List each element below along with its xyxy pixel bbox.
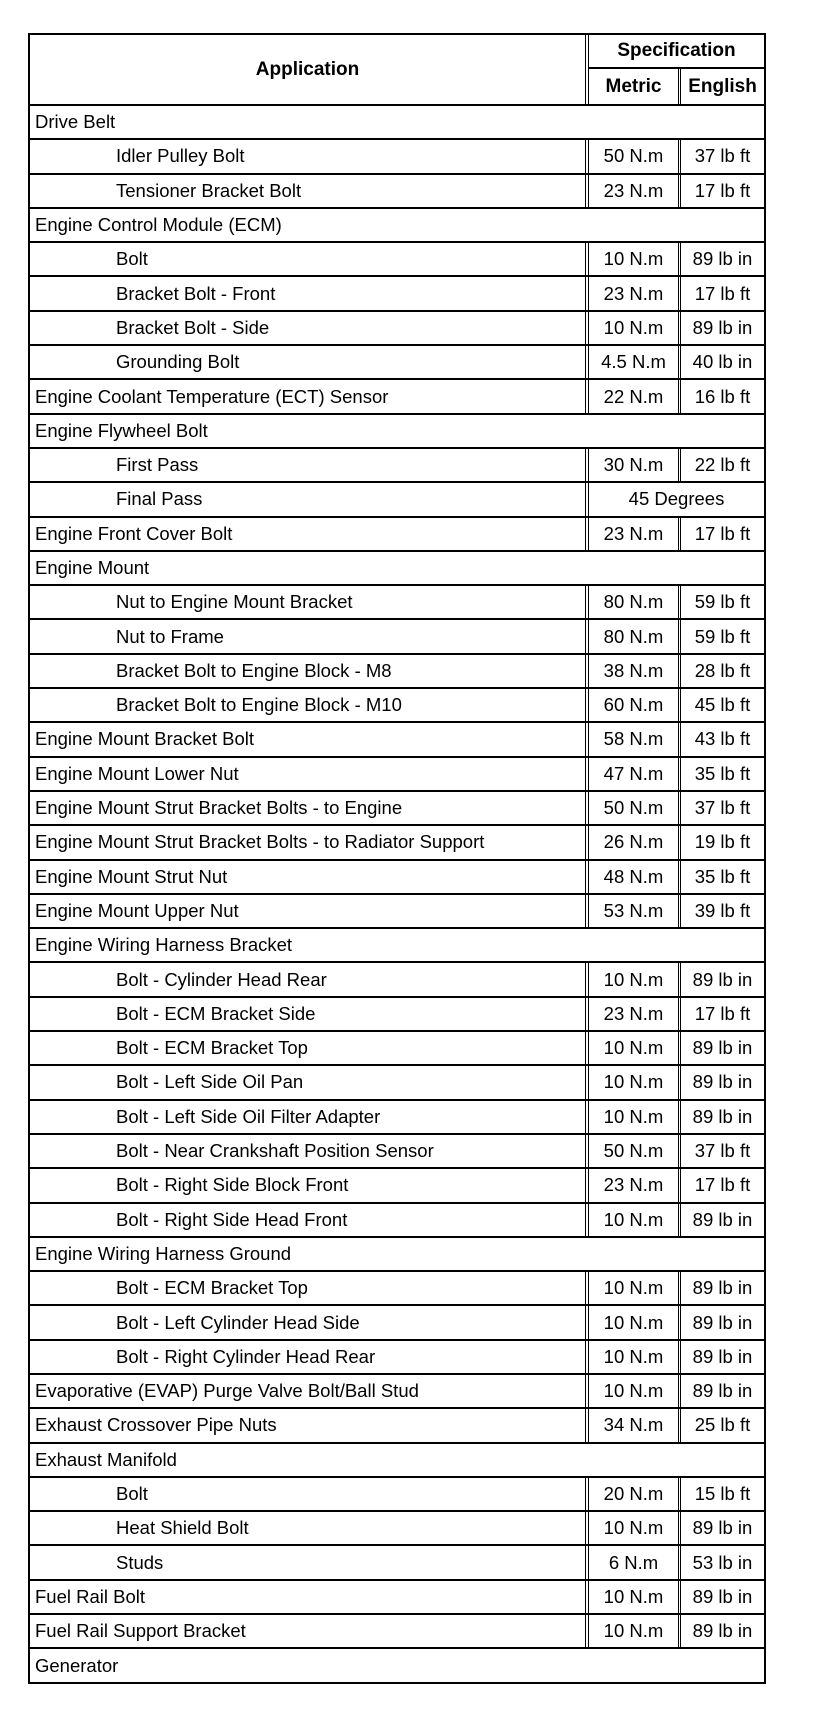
application-cell: Bracket Bolt to Engine Block - M8 [30,655,589,687]
english-cell: 45 lb ft [694,694,751,716]
application-cell: Nut to Engine Mount Bracket [30,586,589,618]
metric-cell: 38 N.m [589,655,681,687]
application-cell: Bolt [30,1478,589,1510]
group-heading: Engine Wiring Harness Bracket [35,934,293,956]
group-heading: Engine Flywheel Bolt [35,419,208,441]
metric-cell: 10 N.m [589,1101,681,1133]
table-row [30,447,764,481]
metric-cell: 58 N.m [589,723,681,755]
application-cell: First Pass [30,449,589,481]
english-cell: 43 lb ft [694,728,751,750]
application-cell: Heat Shield Bolt [30,1512,589,1544]
table-row [30,824,764,858]
table-row [30,1167,764,1201]
header-english: English [688,75,757,97]
group-heading: Generator [35,1654,119,1676]
metric-cell: 53 N.m [589,895,681,927]
english-cell: 89 lb in [692,1585,753,1607]
metric-cell: 10 N.m [589,1512,681,1544]
application-cell: Exhaust Crossover Pipe Nuts [30,1409,589,1441]
application-cell: Bolt - ECM Bracket Top [30,1272,589,1304]
metric-cell: 47 N.m [589,758,681,790]
table-row [30,996,764,1030]
table-row [30,1236,764,1270]
english-cell: 89 lb in [692,968,753,990]
application-cell: Bracket Bolt - Side [30,312,589,344]
application-cell: Engine Mount Upper Nut [30,895,589,927]
table-row [30,241,764,275]
group-heading: Engine Wiring Harness Ground [35,1242,292,1264]
header-specification-group [589,35,764,104]
table-row [30,378,764,412]
metric-cell: 30 N.m [589,449,681,481]
application-cell: Bolt [30,243,589,275]
metric-cell: 10 N.m [589,1375,681,1407]
application-cell: Engine Mount Strut Nut [30,861,589,893]
english-cell: 37 lb ft [694,797,751,819]
metric-cell: 4.5 N.m [589,346,681,378]
english-cell: 28 lb ft [694,659,751,681]
english-cell: 22 lb ft [694,454,751,476]
application-cell: Evaporative (EVAP) Purge Valve Bolt/Ball Stud [30,1375,589,1407]
table-row [30,1270,764,1304]
english-cell: 37 lb ft [694,1140,751,1162]
english-cell: 19 lb ft [694,831,751,853]
english-cell: 53 lb in [692,1551,753,1573]
application-cell: Tensioner Bracket Bolt [30,175,589,207]
metric-cell: 10 N.m [589,1341,681,1373]
english-cell: 89 lb in [692,1345,753,1367]
table-row [30,1647,764,1681]
spec-span-cell: 45 Degrees [628,488,725,510]
english-cell: 15 lb ft [694,1483,751,1505]
metric-cell: 10 N.m [589,1032,681,1064]
table-row [30,207,764,241]
application-cell: Engine Mount Strut Bracket Bolts - to Engine [30,792,589,824]
english-cell: 89 lb in [692,1380,753,1402]
metric-cell: 10 N.m [589,312,681,344]
english-cell: 17 lb ft [694,179,751,201]
table-row [30,275,764,309]
table-row [30,310,764,344]
table-row [30,1339,764,1373]
table-row [30,104,764,138]
metric-cell: 50 N.m [589,792,681,824]
table-row [30,653,764,687]
table-row [30,413,764,447]
english-cell: 89 lb in [692,1620,753,1642]
application-cell: Final Pass [30,483,589,515]
table-row [30,138,764,172]
application-cell: Bolt - Left Side Oil Filter Adapter [30,1101,589,1133]
english-cell: 59 lb ft [694,591,751,613]
metric-cell: 22 N.m [589,380,681,412]
english-cell: 89 lb in [692,1311,753,1333]
table-row [30,756,764,790]
table-row [30,961,764,995]
metric-cell: 80 N.m [589,586,681,618]
table-row [30,790,764,824]
metric-cell: 34 N.m [589,1409,681,1441]
metric-cell: 23 N.m [589,998,681,1030]
english-cell: 89 lb in [692,316,753,338]
table-row [30,344,764,378]
english-cell: 59 lb ft [694,625,751,647]
english-cell: 89 lb in [692,1277,753,1299]
table-row [30,1579,764,1613]
english-cell: 25 lb ft [694,1414,751,1436]
english-cell: 89 lb in [692,1208,753,1230]
table-row [30,1613,764,1647]
application-cell: Fuel Rail Bolt [30,1581,589,1613]
metric-cell: 10 N.m [589,1204,681,1236]
table-row [30,859,764,893]
application-cell: Bracket Bolt - Front [30,277,589,309]
table-row [30,1030,764,1064]
table-row [30,1202,764,1236]
header-specification: Specification [589,35,764,69]
application-cell: Engine Mount Bracket Bolt [30,723,589,755]
metric-cell: 10 N.m [589,243,681,275]
metric-cell: 48 N.m [589,861,681,893]
table-row [30,1304,764,1338]
table-row [30,516,764,550]
application-cell: Engine Mount Lower Nut [30,758,589,790]
metric-cell: 23 N.m [589,1169,681,1201]
table-row [30,1133,764,1167]
metric-cell: 23 N.m [589,518,681,550]
table-row [30,1064,764,1098]
english-cell: 39 lb ft [694,899,751,921]
metric-cell: 10 N.m [589,1272,681,1304]
application-cell: Engine Coolant Temperature (ECT) Sensor [30,380,589,412]
english-cell: 40 lb in [692,351,753,373]
application-cell: Idler Pulley Bolt [30,140,589,172]
application-cell: Engine Mount Strut Bracket Bolts - to Radiator Support [30,826,589,858]
table-header [30,35,764,104]
application-cell: Fuel Rail Support Bracket [30,1615,589,1647]
table-row [30,1099,764,1133]
application-cell: Bolt - Left Side Oil Pan [30,1066,589,1098]
group-heading: Exhaust Manifold [35,1448,177,1470]
table-row [30,1407,764,1441]
metric-cell: 50 N.m [589,1135,681,1167]
application-cell: Studs [30,1546,589,1578]
group-heading: Engine Control Module (ECM) [35,214,282,236]
application-cell: Bolt - Right Side Block Front [30,1169,589,1201]
table-row [30,1373,764,1407]
metric-cell: 6 N.m [589,1546,681,1578]
application-cell: Bolt - Right Cylinder Head Rear [30,1341,589,1373]
table-row [30,1544,764,1578]
metric-cell: 10 N.m [589,1306,681,1338]
table-row [30,550,764,584]
application-cell: Grounding Bolt [30,346,589,378]
english-cell: 89 lb in [692,248,753,270]
metric-cell: 10 N.m [589,1581,681,1613]
metric-cell: 50 N.m [589,140,681,172]
application-cell: Bolt - ECM Bracket Side [30,998,589,1030]
group-heading: Drive Belt [35,111,116,133]
english-cell: 16 lb ft [694,385,751,407]
metric-cell: 23 N.m [589,175,681,207]
table-row [30,584,764,618]
application-cell: Bolt - Near Crankshaft Position Sensor [30,1135,589,1167]
english-cell: 37 lb ft [694,145,751,167]
english-cell: 17 lb ft [694,522,751,544]
table-row [30,721,764,755]
metric-cell: 10 N.m [589,963,681,995]
metric-cell: 20 N.m [589,1478,681,1510]
table-row [30,687,764,721]
english-cell: 89 lb in [692,1037,753,1059]
torque-spec-table [28,33,766,1684]
application-cell: Bolt - Left Cylinder Head Side [30,1306,589,1338]
group-heading: Engine Mount [35,557,150,578]
table-row [30,893,764,927]
english-cell: 89 lb in [692,1517,753,1539]
application-cell: Bolt - Cylinder Head Rear [30,963,589,995]
table-row [30,173,764,207]
application-cell: Bracket Bolt to Engine Block - M10 [30,689,589,721]
metric-cell: 10 N.m [589,1615,681,1647]
english-cell: 17 lb ft [694,1174,751,1196]
english-cell: 35 lb ft [694,865,751,887]
table-row [30,618,764,652]
metric-cell: 26 N.m [589,826,681,858]
metric-cell: 60 N.m [589,689,681,721]
header-units [589,69,764,104]
english-cell: 35 lb ft [694,762,751,784]
english-cell: 17 lb ft [694,282,751,304]
table-row [30,1510,764,1544]
table-row [30,927,764,961]
header-application: Application [30,35,589,104]
application-cell: Bolt - Right Side Head Front [30,1204,589,1236]
metric-cell: 10 N.m [589,1066,681,1098]
application-cell: Bolt - ECM Bracket Top [30,1032,589,1064]
metric-cell: 80 N.m [589,620,681,652]
english-cell: 89 lb in [692,1071,753,1093]
metric-cell: 23 N.m [589,277,681,309]
table-body [30,104,764,1682]
application-cell: Engine Front Cover Bolt [30,518,589,550]
table-row [30,481,764,515]
table-row [30,1442,764,1476]
english-cell: 89 lb in [692,1105,753,1127]
header-metric: Metric [589,69,681,104]
application-cell: Nut to Frame [30,620,589,652]
table-row [30,1476,764,1510]
english-cell: 17 lb ft [694,1002,751,1024]
